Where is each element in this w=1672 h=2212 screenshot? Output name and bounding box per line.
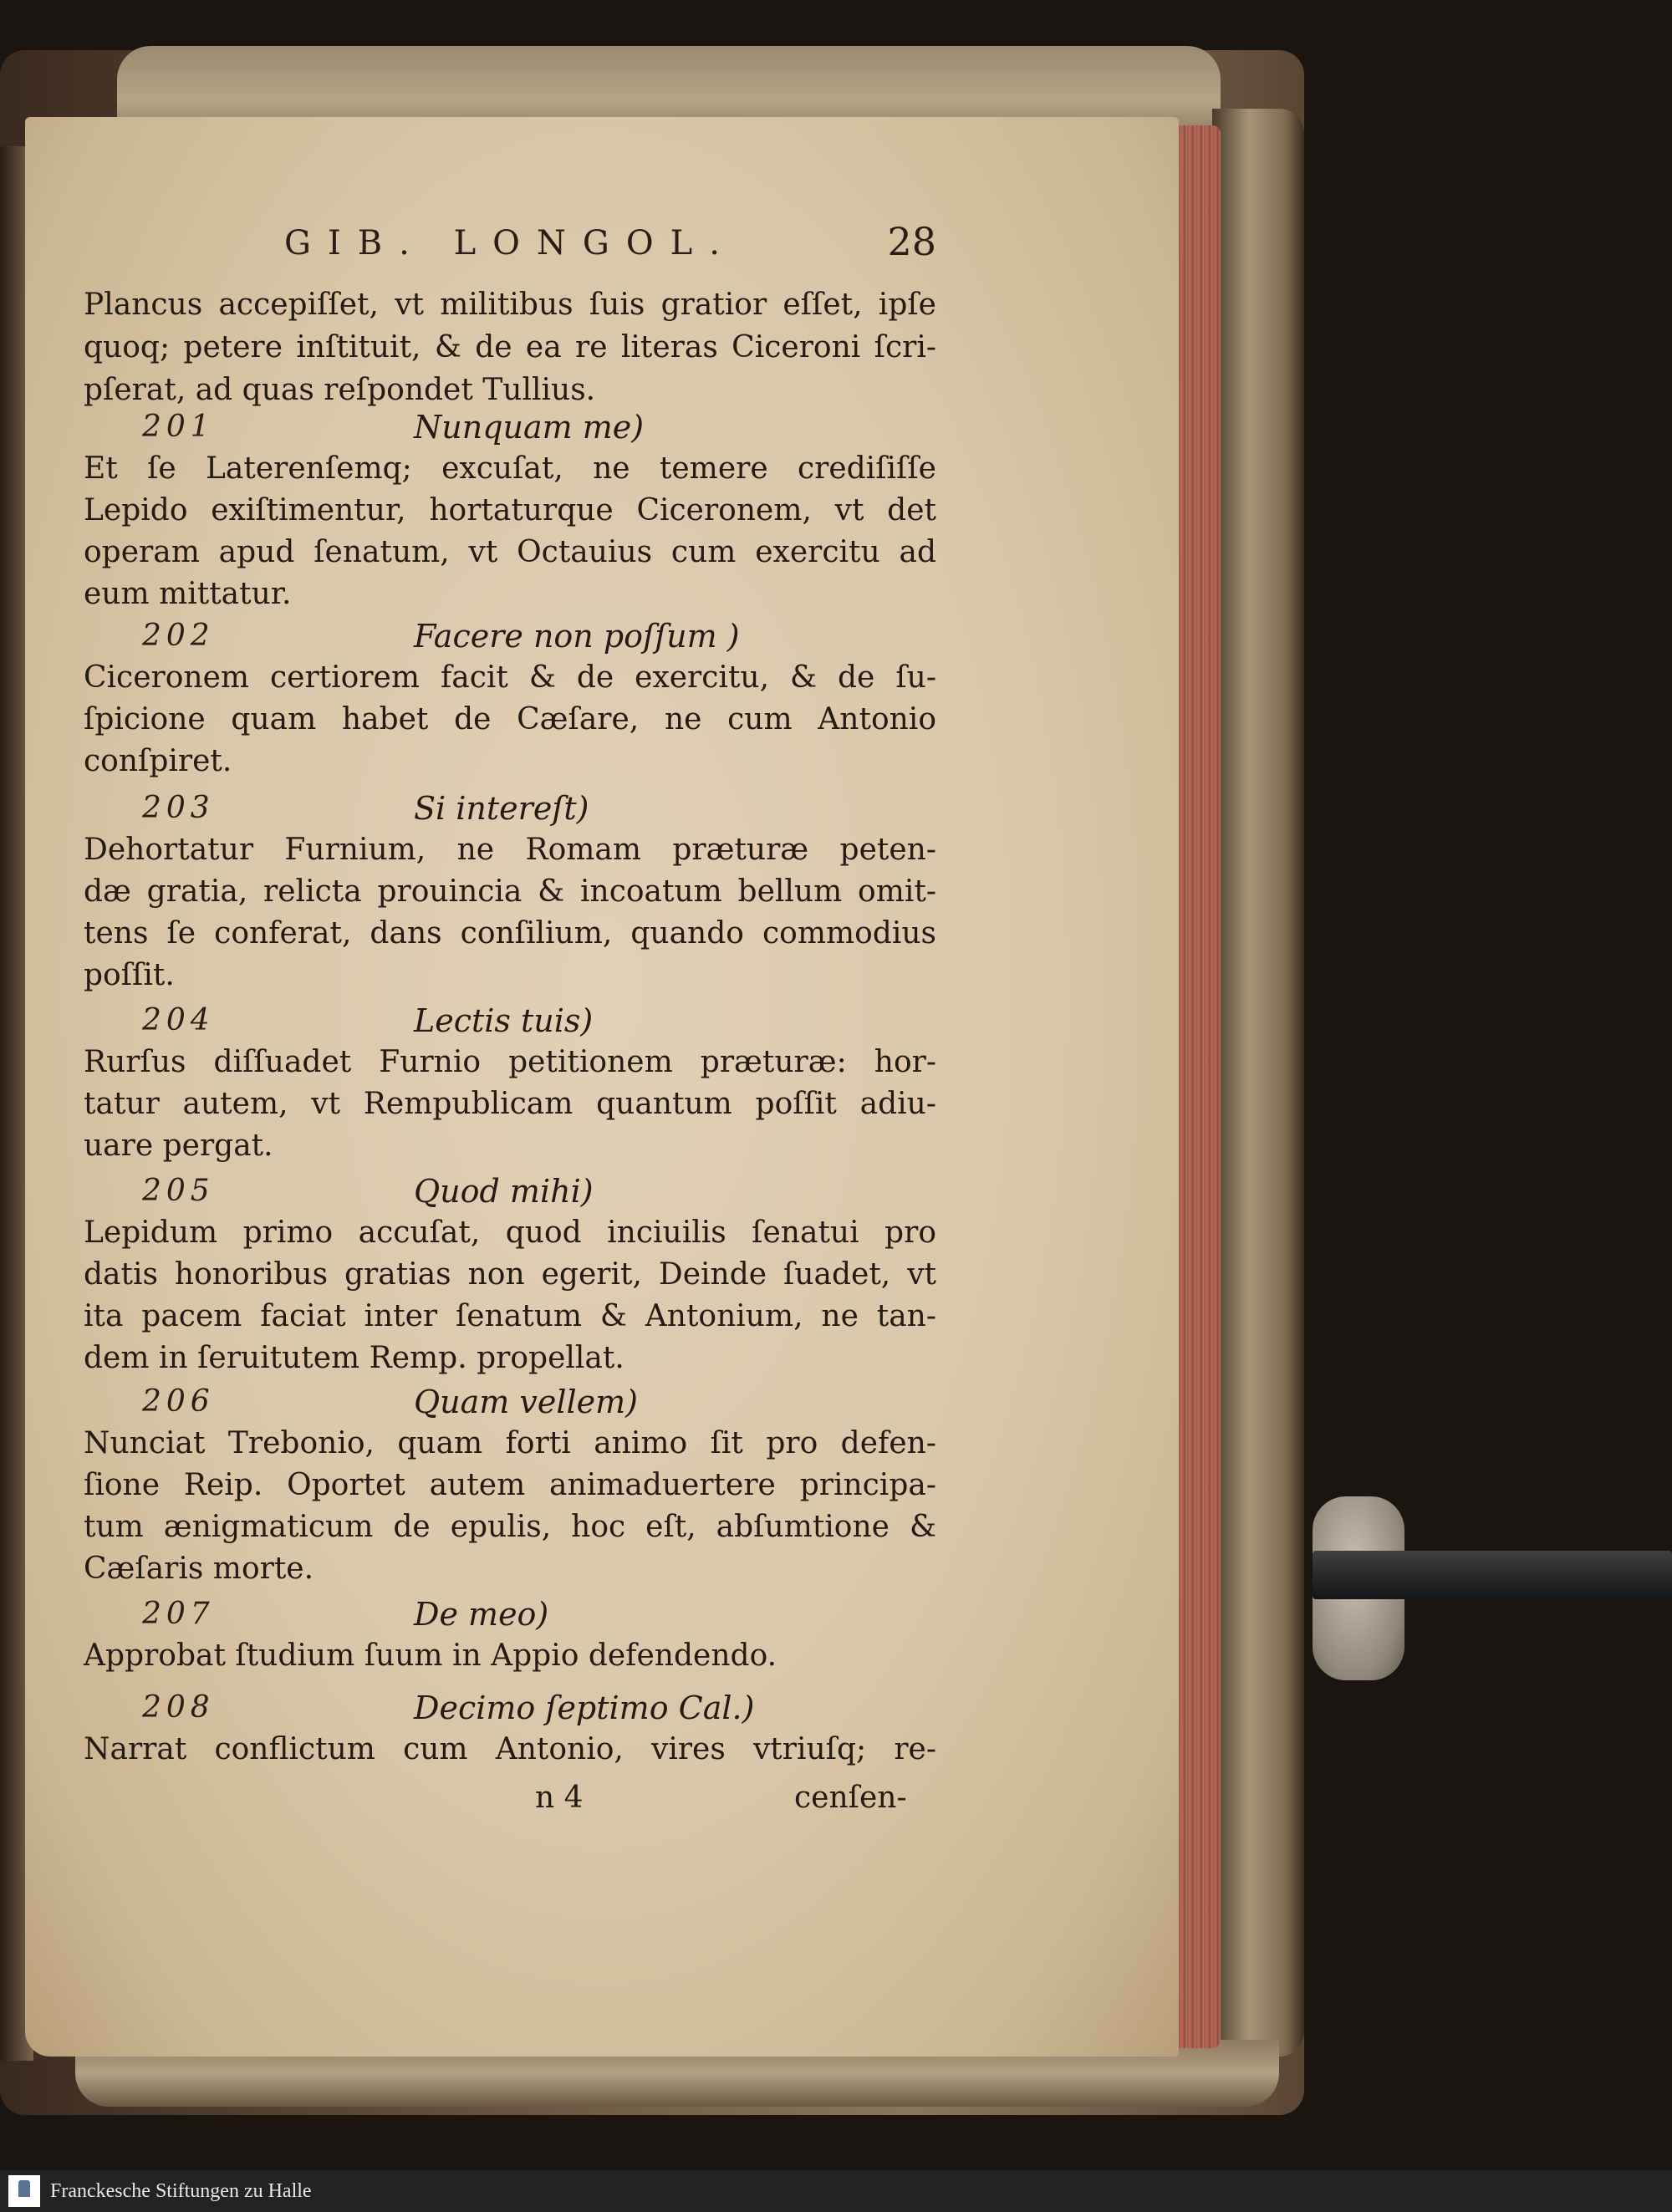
entry-line: Approbat ſtudium ſuum in Appio defendendo. xyxy=(84,1639,777,1673)
intro-line: quoq; petere inſtituit, & de ea re literas Ciceroni ſcri- xyxy=(84,330,936,364)
entry-number: 203 xyxy=(142,791,215,825)
entry-number: 202 xyxy=(142,619,215,653)
entry-number: 204 xyxy=(142,1003,215,1037)
entry-line: datis honoribus gratias non egerit, Deinde ſuadet, vt xyxy=(84,1257,936,1292)
entry-line: ſione Reip. Oportet autem animaduertere principa- xyxy=(84,1468,936,1502)
entry-line: Rurſus diſſuadet Furnio petitionem præturæ: hor- xyxy=(84,1045,936,1079)
entry-line: tens ſe conferat, dans conſilium, quando commodius xyxy=(84,916,936,951)
catchword: cenſen- xyxy=(794,1781,907,1815)
metal-clasp xyxy=(1313,1551,1672,1599)
institution-name: Franckesche Stiftungen zu Halle xyxy=(50,2180,312,2202)
entry-line: Nunciat Trebonio, quam forti animo ſit pro defen- xyxy=(84,1426,936,1460)
entry-line: Lepidum primo accuſat, quod inciuilis ſenatui pro xyxy=(84,1216,936,1250)
entry-line: dem in ſeruitutem Remp. propellat. xyxy=(84,1341,624,1375)
entry-number: 206 xyxy=(142,1384,215,1419)
entry-heading: Decimo ſeptimo Cal.) xyxy=(414,1690,755,1726)
entry-line: poſſit. xyxy=(84,958,175,992)
entry-line: Lepido exiſtimentur, hortaturque Ciceronem, vt det xyxy=(84,493,936,528)
entry-heading: De meo) xyxy=(414,1596,549,1633)
signature-mark: n 4 xyxy=(535,1781,584,1815)
entry-line: conſpiret. xyxy=(84,744,232,778)
entry-number: 207 xyxy=(142,1597,215,1631)
entry-heading: Si intereſt) xyxy=(414,790,589,827)
entry-number: 208 xyxy=(142,1690,215,1725)
entry-line: uare pergat. xyxy=(84,1129,273,1163)
entry-line: ſpicione quam habet de Cæſare, ne cum Antonio xyxy=(84,702,936,736)
entry-heading: Facere non poſſum ) xyxy=(414,618,740,655)
building-icon xyxy=(18,2180,30,2197)
entry-line: ita pacem faciat inter ſenatum & Antonium, ne tan- xyxy=(84,1299,936,1333)
intro-line: Plancus accepiſſet, vt militibus ſuis gratior eſſet, ipſe xyxy=(84,288,936,322)
entry-line: Narrat conflictum cum Antonio, vires vtriuſq; re- xyxy=(84,1732,936,1766)
entry-number: 205 xyxy=(142,1174,215,1208)
right-cover-edge xyxy=(1212,109,1304,2057)
entry-heading: Quod mihi) xyxy=(414,1173,594,1210)
entry-line: operam apud ſenatum, vt Octauius cum exercitu ad xyxy=(84,535,936,569)
entry-line: tum ænigmaticum de epulis, hoc eſt, abſumtione & xyxy=(84,1510,936,1544)
institution-logo xyxy=(8,2175,40,2207)
page-number: 28 xyxy=(887,219,936,264)
viewer-footer-bar xyxy=(0,2170,1672,2212)
running-head-title: GIB. LONGOL. xyxy=(284,224,737,262)
entry-heading: Quam vellem) xyxy=(414,1384,639,1420)
entry-line: tatur autem, vt Rempublicam quantum poſſit adiu- xyxy=(84,1087,936,1121)
entry-heading: Lectis tuis) xyxy=(414,1002,594,1039)
intro-line: pſerat, ad quas reſpondet Tullius. xyxy=(84,373,596,407)
entry-line: eum mittatur. xyxy=(84,577,292,611)
running-head xyxy=(284,219,936,274)
entry-line: Dehortatur Furnium, ne Romam præturæ peten- xyxy=(84,833,936,867)
entry-line: Ciceronem certiorem facit & de exercitu, & de ſu- xyxy=(84,660,936,695)
entry-heading: Nunquam me) xyxy=(414,409,645,446)
entry-line: Et ſe Laterenſemq; excuſat, ne temere crediſiſſe xyxy=(84,451,936,486)
entry-line: dæ gratia, relicta prouincia & incoatum bellum omit- xyxy=(84,874,936,909)
entry-line: Cæſaris morte. xyxy=(84,1552,314,1586)
entry-number: 201 xyxy=(142,410,215,444)
